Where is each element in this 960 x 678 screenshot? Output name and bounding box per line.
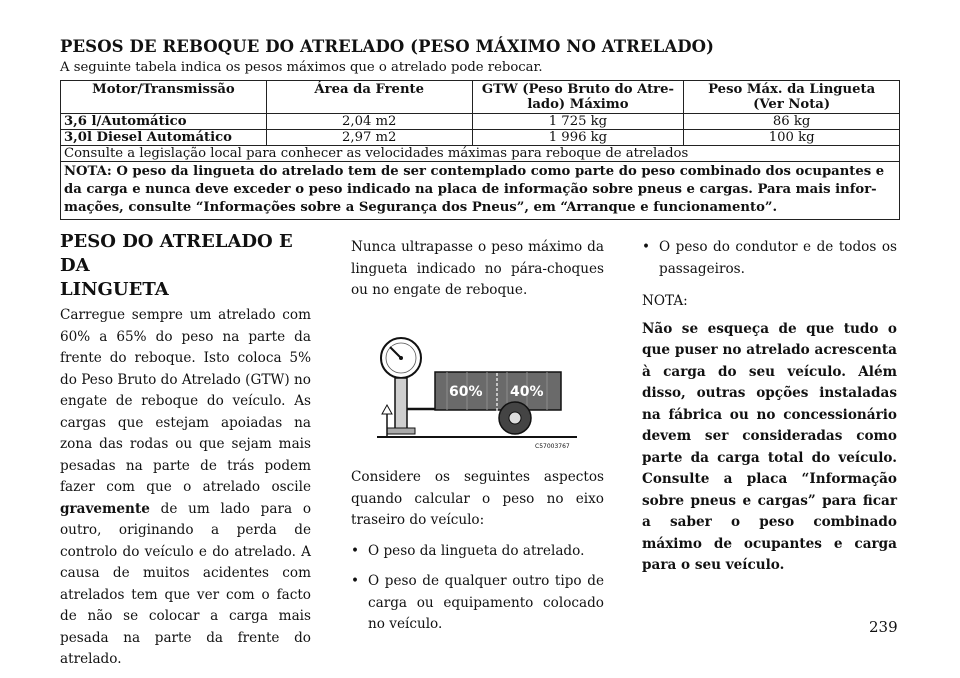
header-gtw	[472, 81, 684, 114]
header-gtw-line1: GTW (Peso Bruto do Atre-	[481, 82, 674, 97]
table-note-line: NOTA: O peso da lingueta do atrelado tem de ser contemplado como parte do peso combinado dos ocupantes e	[64, 164, 885, 179]
note-paragraph: Não se esqueça de que tudo o que puser no atrelado acrescenta à carga do seu veículo. Além disso, outras opções instaladas na fábrica ou no concessionário devem ser consideradas como parte da carga total do veículo. Consulte a placa “Informação sobre pneus e cargas” para ficar a saber o peso combinado máximo de ocupantes e carga para o seu veículo.	[642, 320, 897, 573]
table-row-legislation	[61, 146, 900, 162]
list-item-text: O peso da lingueta do atrelado.	[368, 542, 585, 559]
list-item-text: O peso do condutor e de todos os passageiros.	[659, 239, 897, 277]
section-heading-line1: PESO DO ATRELADO E DA	[60, 231, 293, 276]
section-heading	[60, 230, 311, 302]
rear-weight-percent: 40%	[510, 383, 544, 400]
column-left	[60, 230, 311, 671]
towing-weights-table	[60, 80, 900, 220]
table-header-row	[61, 81, 900, 114]
header-frontal-area: Área da Frente	[266, 81, 472, 114]
list-item	[351, 571, 604, 636]
bullet-icon: •	[642, 239, 651, 255]
table-cell-engine: 3,0l Diesel Automático	[61, 130, 267, 146]
page-subtitle: A seguinte tabela indica os pesos máximos que o atrelado pode rebocar.	[60, 60, 543, 75]
body-paragraph: Considere os seguintes aspectos quando calcular o peso no eixo traseiro do veículo:	[351, 469, 604, 528]
table-cell-gtw: 1 725 kg	[472, 114, 684, 130]
table-row-note	[61, 162, 900, 220]
table-row	[61, 130, 900, 146]
list-item	[351, 541, 604, 563]
bullet-icon: •	[351, 573, 360, 589]
note-label: NOTA:	[642, 293, 688, 309]
list-item	[642, 237, 897, 280]
table-row	[61, 114, 900, 130]
table-note-line: mações, consulte “Informações sobre a Segurança dos Pneus”, em “Arranque e funcionamento”.	[64, 200, 778, 215]
header-tongue-weight	[684, 81, 900, 114]
table-cell-tongue: 100 kg	[684, 130, 900, 146]
table-note	[61, 162, 900, 220]
table-cell-gtw: 1 996 kg	[472, 130, 684, 146]
bullet-icon: •	[351, 542, 360, 559]
page-number: 239	[869, 618, 898, 636]
body-text: Carregue sempre um atrelado com 60% a 65% do peso na parte da frente do reboque. Isto coloca 5% do Peso Bruto do Atrelado (GTW) no engate de reboque do veículo. As cargas que estejam apoiadas na zona das rodas ou que sejam mais pesadas na parte de trás podem fazer com que o atrelado oscile	[60, 307, 311, 495]
body-text: de um lado para o outro, originando a perda de controlo do veículo e do atrelado. A causa de muitos acidentes com atrelados tem que ver com o facto de não se colocar a carga mais pesada na parte da frente do atrelado.	[60, 500, 311, 667]
column-right	[642, 237, 897, 577]
list-item-text: O peso de qualquer outro tipo de carga ou equipamento colocado no veículo.	[368, 573, 604, 632]
table-note-line: da carga e nunca deve exceder o peso indicado na placa de informação sobre pneus e cargas. Para mais infor-	[64, 182, 877, 197]
body-paragraph: Nunca ultrapasse o peso máximo da lingueta indicado no pára-choques ou no engate de reboque.	[351, 239, 604, 298]
column-middle	[351, 237, 604, 636]
page-title: PESOS DE REBOQUE DO ATRELADO (PESO MÁXIMO NO ATRELADO)	[60, 37, 715, 56]
table-cell-tongue: 86 kg	[684, 114, 900, 130]
header-gtw-line2: lado) Máximo	[527, 97, 629, 112]
table-cell-engine: 3,6 l/Automático	[61, 114, 267, 130]
body-paragraph	[60, 305, 311, 671]
legislation-text: Consulte a legislação local para conhecer as velocidades máximas para reboque de atrelados	[61, 146, 900, 162]
emphasis-text: gravemente	[60, 500, 150, 517]
section-heading-line2: LINGUETA	[60, 279, 169, 300]
trailer-icon	[435, 368, 561, 437]
header-engine-transmission: Motor/Transmissão	[61, 81, 267, 114]
figure-code: C57003767	[535, 442, 570, 450]
table-cell-area: 2,97 m2	[266, 130, 472, 146]
table-cell-area: 2,04 m2	[266, 114, 472, 130]
header-tongue-line2: (Ver Nota)	[753, 97, 831, 112]
trailer-tongue-scale-illustration	[377, 320, 577, 450]
header-tongue-line1: Peso Máx. da Lingueta	[708, 82, 876, 97]
front-weight-percent: 60%	[449, 383, 483, 400]
